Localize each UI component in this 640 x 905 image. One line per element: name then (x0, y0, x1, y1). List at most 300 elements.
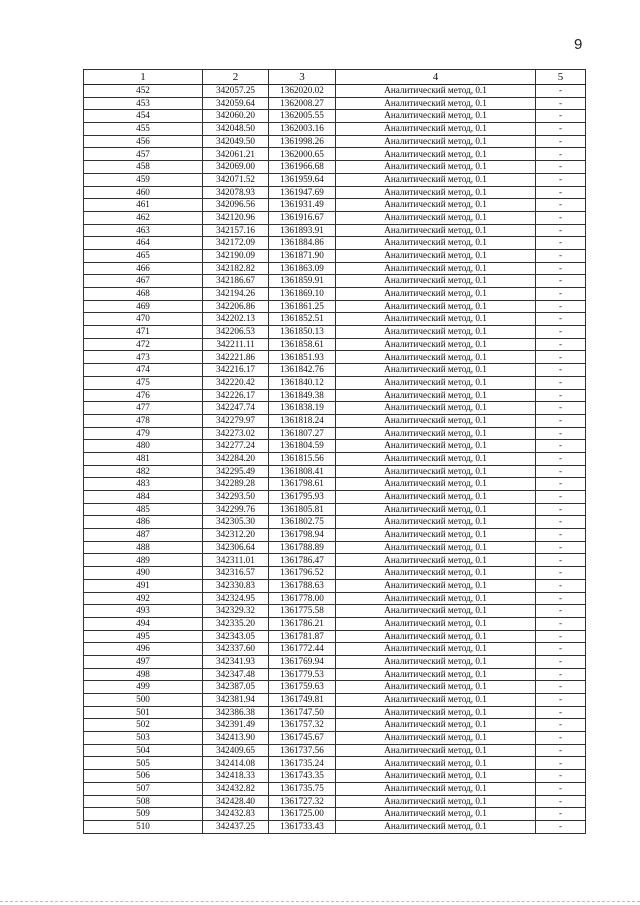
x-coordinate-cell: 342273.02 (203, 427, 269, 440)
y-coordinate-cell: 1361893.91 (269, 224, 336, 237)
table-row (84, 148, 586, 161)
description-cell: - (536, 402, 586, 415)
table-row (84, 744, 586, 757)
method-cell: Аналитический метод, 0.1 (336, 262, 536, 275)
x-coordinate-cell: 342277.24 (203, 440, 269, 453)
description-cell: - (536, 148, 586, 161)
point-number-cell: 491 (84, 579, 203, 592)
x-coordinate-cell: 342418.33 (203, 770, 269, 783)
y-coordinate-cell: 1361818.24 (269, 414, 336, 427)
y-coordinate-cell: 1361959.64 (269, 173, 336, 186)
x-coordinate-cell: 342120.96 (203, 211, 269, 224)
table-row (84, 554, 586, 567)
point-number-cell: 465 (84, 249, 203, 262)
x-coordinate-cell: 342387.05 (203, 681, 269, 694)
point-number-cell: 506 (84, 770, 203, 783)
description-cell: - (536, 199, 586, 212)
x-coordinate-cell: 342432.83 (203, 808, 269, 821)
description-cell: - (536, 465, 586, 478)
coordinates-table (83, 69, 586, 834)
description-cell: - (536, 224, 586, 237)
y-coordinate-cell: 1361795.93 (269, 491, 336, 504)
method-cell: Аналитический метод, 0.1 (336, 820, 536, 833)
point-number-cell: 471 (84, 326, 203, 339)
table-row (84, 300, 586, 313)
point-number-cell: 484 (84, 491, 203, 504)
x-coordinate-cell: 342284.20 (203, 452, 269, 465)
point-number-cell: 487 (84, 529, 203, 542)
table-row (84, 123, 586, 136)
method-cell: Аналитический метод, 0.1 (336, 389, 536, 402)
method-cell: Аналитический метод, 0.1 (336, 579, 536, 592)
description-cell: - (536, 161, 586, 174)
x-coordinate-cell: 342078.93 (203, 186, 269, 199)
description-cell: - (536, 135, 586, 148)
method-cell: Аналитический метод, 0.1 (336, 186, 536, 199)
point-number-cell: 490 (84, 567, 203, 580)
y-coordinate-cell: 1362005.55 (269, 110, 336, 123)
table-row (84, 605, 586, 618)
point-number-cell: 470 (84, 313, 203, 326)
point-number-cell: 488 (84, 541, 203, 554)
description-cell: - (536, 694, 586, 707)
table-row (84, 237, 586, 250)
method-cell: Аналитический метод, 0.1 (336, 478, 536, 491)
y-coordinate-cell: 1361747.50 (269, 706, 336, 719)
method-cell: Аналитический метод, 0.1 (336, 199, 536, 212)
method-cell: Аналитический метод, 0.1 (336, 237, 536, 250)
point-number-cell: 468 (84, 288, 203, 301)
description-cell: - (536, 503, 586, 516)
table-row (84, 161, 586, 174)
x-coordinate-cell: 342049.50 (203, 135, 269, 148)
method-cell: Аналитический метод, 0.1 (336, 719, 536, 732)
table-row (84, 135, 586, 148)
table-row (84, 478, 586, 491)
x-coordinate-cell: 342306.64 (203, 541, 269, 554)
y-coordinate-cell: 1361798.94 (269, 529, 336, 542)
description-cell: - (536, 820, 586, 833)
y-coordinate-cell: 1361735.24 (269, 757, 336, 770)
x-coordinate-cell: 342172.09 (203, 237, 269, 250)
description-cell: - (536, 237, 586, 250)
point-number-cell: 495 (84, 630, 203, 643)
x-coordinate-cell: 342194.26 (203, 288, 269, 301)
method-cell: Аналитический метод, 0.1 (336, 376, 536, 389)
description-cell: - (536, 313, 586, 326)
x-coordinate-cell: 342330.83 (203, 579, 269, 592)
description-cell: - (536, 186, 586, 199)
method-cell: Аналитический метод, 0.1 (336, 529, 536, 542)
method-cell: Аналитический метод, 0.1 (336, 694, 536, 707)
description-cell: - (536, 110, 586, 123)
x-coordinate-cell: 342157.16 (203, 224, 269, 237)
method-cell: Аналитический метод, 0.1 (336, 643, 536, 656)
table-row (84, 402, 586, 415)
y-coordinate-cell: 1361851.93 (269, 351, 336, 364)
point-number-cell: 508 (84, 795, 203, 808)
y-coordinate-cell: 1361759.63 (269, 681, 336, 694)
y-coordinate-cell: 1361871.90 (269, 249, 336, 262)
method-cell: Аналитический метод, 0.1 (336, 452, 536, 465)
table-row (84, 503, 586, 516)
description-cell: - (536, 706, 586, 719)
point-number-cell: 461 (84, 199, 203, 212)
point-number-cell: 472 (84, 338, 203, 351)
method-cell: Аналитический метод, 0.1 (336, 364, 536, 377)
point-number-cell: 458 (84, 161, 203, 174)
method-cell: Аналитический метод, 0.1 (336, 135, 536, 148)
x-coordinate-cell: 342432.82 (203, 782, 269, 795)
method-cell: Аналитический метод, 0.1 (336, 655, 536, 668)
table-row (84, 110, 586, 123)
x-coordinate-cell: 342335.20 (203, 617, 269, 630)
point-number-cell: 486 (84, 516, 203, 529)
table-row (84, 173, 586, 186)
method-cell: Аналитический метод, 0.1 (336, 414, 536, 427)
table-row (84, 326, 586, 339)
table-row (84, 681, 586, 694)
x-coordinate-cell: 342413.90 (203, 732, 269, 745)
description-cell: - (536, 808, 586, 821)
description-cell: - (536, 592, 586, 605)
method-cell: Аналитический метод, 0.1 (336, 808, 536, 821)
x-coordinate-cell: 342341.93 (203, 655, 269, 668)
x-coordinate-cell: 342247.74 (203, 402, 269, 415)
y-coordinate-cell: 1361788.63 (269, 579, 336, 592)
x-coordinate-cell: 342071.52 (203, 173, 269, 186)
x-coordinate-cell: 342186.67 (203, 275, 269, 288)
table-row (84, 427, 586, 440)
table-row (84, 617, 586, 630)
description-cell: - (536, 719, 586, 732)
y-coordinate-cell: 1361745.67 (269, 732, 336, 745)
method-cell: Аналитический метод, 0.1 (336, 503, 536, 516)
table-row (84, 452, 586, 465)
point-number-cell: 469 (84, 300, 203, 313)
description-cell: - (536, 630, 586, 643)
table-row (84, 313, 586, 326)
x-coordinate-cell: 342190.09 (203, 249, 269, 262)
point-number-cell: 455 (84, 123, 203, 136)
table-row (84, 389, 586, 402)
description-cell: - (536, 288, 586, 301)
y-coordinate-cell: 1361735.75 (269, 782, 336, 795)
x-coordinate-cell: 342428.40 (203, 795, 269, 808)
x-coordinate-cell: 342289.28 (203, 478, 269, 491)
x-coordinate-cell: 342206.53 (203, 326, 269, 339)
table-header-row (84, 70, 586, 85)
description-cell: - (536, 97, 586, 110)
description-cell: - (536, 275, 586, 288)
y-coordinate-cell: 1361858.61 (269, 338, 336, 351)
method-cell: Аналитический метод, 0.1 (336, 338, 536, 351)
x-coordinate-cell: 342391.49 (203, 719, 269, 732)
x-coordinate-cell: 342299.76 (203, 503, 269, 516)
table-row (84, 465, 586, 478)
y-coordinate-cell: 1361737.56 (269, 744, 336, 757)
table-row (84, 516, 586, 529)
x-coordinate-cell: 342381.94 (203, 694, 269, 707)
method-cell: Аналитический метод, 0.1 (336, 757, 536, 770)
method-cell: Аналитический метод, 0.1 (336, 173, 536, 186)
point-number-cell: 485 (84, 503, 203, 516)
point-number-cell: 481 (84, 452, 203, 465)
method-cell: Аналитический метод, 0.1 (336, 567, 536, 580)
description-cell: - (536, 376, 586, 389)
point-number-cell: 503 (84, 732, 203, 745)
y-coordinate-cell: 1361786.47 (269, 554, 336, 567)
y-coordinate-cell: 1361852.51 (269, 313, 336, 326)
description-cell: - (536, 452, 586, 465)
table-row (84, 529, 586, 542)
point-number-cell: 501 (84, 706, 203, 719)
y-coordinate-cell: 1361743.35 (269, 770, 336, 783)
table-row (84, 694, 586, 707)
description-cell: - (536, 554, 586, 567)
x-coordinate-cell: 342202.13 (203, 313, 269, 326)
x-coordinate-cell: 342211.11 (203, 338, 269, 351)
point-number-cell: 473 (84, 351, 203, 364)
point-number-cell: 479 (84, 427, 203, 440)
y-coordinate-cell: 1361916.67 (269, 211, 336, 224)
table-row (84, 364, 586, 377)
description-cell: - (536, 744, 586, 757)
method-cell: Аналитический метод, 0.1 (336, 110, 536, 123)
y-coordinate-cell: 1361805.81 (269, 503, 336, 516)
table-row (84, 338, 586, 351)
table-row (84, 706, 586, 719)
y-coordinate-cell: 1361781.87 (269, 630, 336, 643)
y-coordinate-cell: 1361947.69 (269, 186, 336, 199)
point-number-cell: 464 (84, 237, 203, 250)
y-coordinate-cell: 1361772.44 (269, 643, 336, 656)
point-number-cell: 499 (84, 681, 203, 694)
description-cell: - (536, 567, 586, 580)
point-number-cell: 454 (84, 110, 203, 123)
method-cell: Аналитический метод, 0.1 (336, 782, 536, 795)
method-cell: Аналитический метод, 0.1 (336, 402, 536, 415)
y-coordinate-cell: 1361796.52 (269, 567, 336, 580)
point-number-cell: 505 (84, 757, 203, 770)
y-coordinate-cell: 1361749.81 (269, 694, 336, 707)
x-coordinate-cell: 342305.30 (203, 516, 269, 529)
y-coordinate-cell: 1361808.41 (269, 465, 336, 478)
x-coordinate-cell: 342226.17 (203, 389, 269, 402)
y-coordinate-cell: 1361757.32 (269, 719, 336, 732)
table-row (84, 770, 586, 783)
point-number-cell: 492 (84, 592, 203, 605)
description-cell: - (536, 605, 586, 618)
table-row (84, 782, 586, 795)
method-cell: Аналитический метод, 0.1 (336, 288, 536, 301)
x-coordinate-cell: 342220.42 (203, 376, 269, 389)
x-coordinate-cell: 342337.60 (203, 643, 269, 656)
column-header-y: 3 (269, 70, 336, 85)
method-cell: Аналитический метод, 0.1 (336, 211, 536, 224)
point-number-cell: 489 (84, 554, 203, 567)
description-cell: - (536, 123, 586, 136)
x-coordinate-cell: 342206.86 (203, 300, 269, 313)
point-number-cell: 504 (84, 744, 203, 757)
table-row (84, 808, 586, 821)
point-number-cell: 463 (84, 224, 203, 237)
y-coordinate-cell: 1361884.86 (269, 237, 336, 250)
point-number-cell: 476 (84, 389, 203, 402)
y-coordinate-cell: 1361727.32 (269, 795, 336, 808)
description-cell: - (536, 757, 586, 770)
x-coordinate-cell: 342069.00 (203, 161, 269, 174)
x-coordinate-cell: 342048.50 (203, 123, 269, 136)
description-cell: - (536, 351, 586, 364)
method-cell: Аналитический метод, 0.1 (336, 541, 536, 554)
table-row (84, 262, 586, 275)
point-number-cell: 459 (84, 173, 203, 186)
y-coordinate-cell: 1361733.43 (269, 820, 336, 833)
point-number-cell: 480 (84, 440, 203, 453)
table-row (84, 541, 586, 554)
method-cell: Аналитический метод, 0.1 (336, 744, 536, 757)
x-coordinate-cell: 342216.17 (203, 364, 269, 377)
table-row (84, 491, 586, 504)
x-coordinate-cell: 342182.82 (203, 262, 269, 275)
method-cell: Аналитический метод, 0.1 (336, 668, 536, 681)
method-cell: Аналитический метод, 0.1 (336, 249, 536, 262)
description-cell: - (536, 414, 586, 427)
x-coordinate-cell: 342386.38 (203, 706, 269, 719)
table-row (84, 224, 586, 237)
x-coordinate-cell: 342316.57 (203, 567, 269, 580)
point-number-cell: 493 (84, 605, 203, 618)
point-number-cell: 453 (84, 97, 203, 110)
x-coordinate-cell: 342057.25 (203, 85, 269, 98)
y-coordinate-cell: 1361798.61 (269, 478, 336, 491)
description-cell: - (536, 389, 586, 402)
table-row (84, 414, 586, 427)
y-coordinate-cell: 1361931.49 (269, 199, 336, 212)
description-cell: - (536, 516, 586, 529)
x-coordinate-cell: 342096.56 (203, 199, 269, 212)
column-header-method: 4 (336, 70, 536, 85)
x-coordinate-cell: 342221.86 (203, 351, 269, 364)
x-coordinate-cell: 342347.48 (203, 668, 269, 681)
method-cell: Аналитический метод, 0.1 (336, 300, 536, 313)
point-number-cell: 496 (84, 643, 203, 656)
table-row (84, 655, 586, 668)
method-cell: Аналитический метод, 0.1 (336, 465, 536, 478)
y-coordinate-cell: 1361850.13 (269, 326, 336, 339)
method-cell: Аналитический метод, 0.1 (336, 795, 536, 808)
description-cell: - (536, 262, 586, 275)
table-row (84, 795, 586, 808)
point-number-cell: 462 (84, 211, 203, 224)
method-cell: Аналитический метод, 0.1 (336, 148, 536, 161)
y-coordinate-cell: 1361802.75 (269, 516, 336, 529)
description-cell: - (536, 211, 586, 224)
x-coordinate-cell: 342279.97 (203, 414, 269, 427)
description-cell: - (536, 681, 586, 694)
method-cell: Аналитический метод, 0.1 (336, 491, 536, 504)
y-coordinate-cell: 1361807.27 (269, 427, 336, 440)
table-row (84, 630, 586, 643)
description-cell: - (536, 541, 586, 554)
description-cell: - (536, 732, 586, 745)
y-coordinate-cell: 1362003.16 (269, 123, 336, 136)
method-cell: Аналитический метод, 0.1 (336, 592, 536, 605)
x-coordinate-cell: 342343.05 (203, 630, 269, 643)
point-number-cell: 466 (84, 262, 203, 275)
y-coordinate-cell: 1362020.02 (269, 85, 336, 98)
table-row (84, 351, 586, 364)
x-coordinate-cell: 342311.01 (203, 554, 269, 567)
point-number-cell: 483 (84, 478, 203, 491)
column-header-x: 2 (203, 70, 269, 85)
x-coordinate-cell: 342059.64 (203, 97, 269, 110)
method-cell: Аналитический метод, 0.1 (336, 224, 536, 237)
description-cell: - (536, 427, 586, 440)
y-coordinate-cell: 1361725.00 (269, 808, 336, 821)
point-number-cell: 467 (84, 275, 203, 288)
x-coordinate-cell: 342312.20 (203, 529, 269, 542)
method-cell: Аналитический метод, 0.1 (336, 732, 536, 745)
point-number-cell: 475 (84, 376, 203, 389)
method-cell: Аналитический метод, 0.1 (336, 630, 536, 643)
description-cell: - (536, 770, 586, 783)
point-number-cell: 509 (84, 808, 203, 821)
description-cell: - (536, 85, 586, 98)
description-cell: - (536, 338, 586, 351)
x-coordinate-cell: 342329.32 (203, 605, 269, 618)
description-cell: - (536, 440, 586, 453)
method-cell: Аналитический метод, 0.1 (336, 770, 536, 783)
table-row (84, 85, 586, 98)
x-coordinate-cell: 342414.08 (203, 757, 269, 770)
point-number-cell: 482 (84, 465, 203, 478)
method-cell: Аналитический метод, 0.1 (336, 605, 536, 618)
y-coordinate-cell: 1361786.21 (269, 617, 336, 630)
method-cell: Аналитический метод, 0.1 (336, 161, 536, 174)
y-coordinate-cell: 1361788.89 (269, 541, 336, 554)
description-cell: - (536, 478, 586, 491)
y-coordinate-cell: 1361838.19 (269, 402, 336, 415)
table-row (84, 376, 586, 389)
point-number-cell: 452 (84, 85, 203, 98)
description-cell: - (536, 643, 586, 656)
description-cell: - (536, 300, 586, 313)
description-cell: - (536, 491, 586, 504)
description-cell: - (536, 795, 586, 808)
page-number: 9 (574, 36, 583, 53)
description-cell: - (536, 326, 586, 339)
point-number-cell: 477 (84, 402, 203, 415)
point-number-cell: 510 (84, 820, 203, 833)
method-cell: Аналитический метод, 0.1 (336, 617, 536, 630)
table-row (84, 199, 586, 212)
y-coordinate-cell: 1361804.59 (269, 440, 336, 453)
y-coordinate-cell: 1361861.25 (269, 300, 336, 313)
description-cell: - (536, 617, 586, 630)
point-number-cell: 500 (84, 694, 203, 707)
y-coordinate-cell: 1361779.53 (269, 668, 336, 681)
y-coordinate-cell: 1361859.91 (269, 275, 336, 288)
point-number-cell: 494 (84, 617, 203, 630)
method-cell: Аналитический метод, 0.1 (336, 516, 536, 529)
method-cell: Аналитический метод, 0.1 (336, 123, 536, 136)
description-cell: - (536, 249, 586, 262)
description-cell: - (536, 579, 586, 592)
table-row (84, 592, 586, 605)
y-coordinate-cell: 1361775.58 (269, 605, 336, 618)
